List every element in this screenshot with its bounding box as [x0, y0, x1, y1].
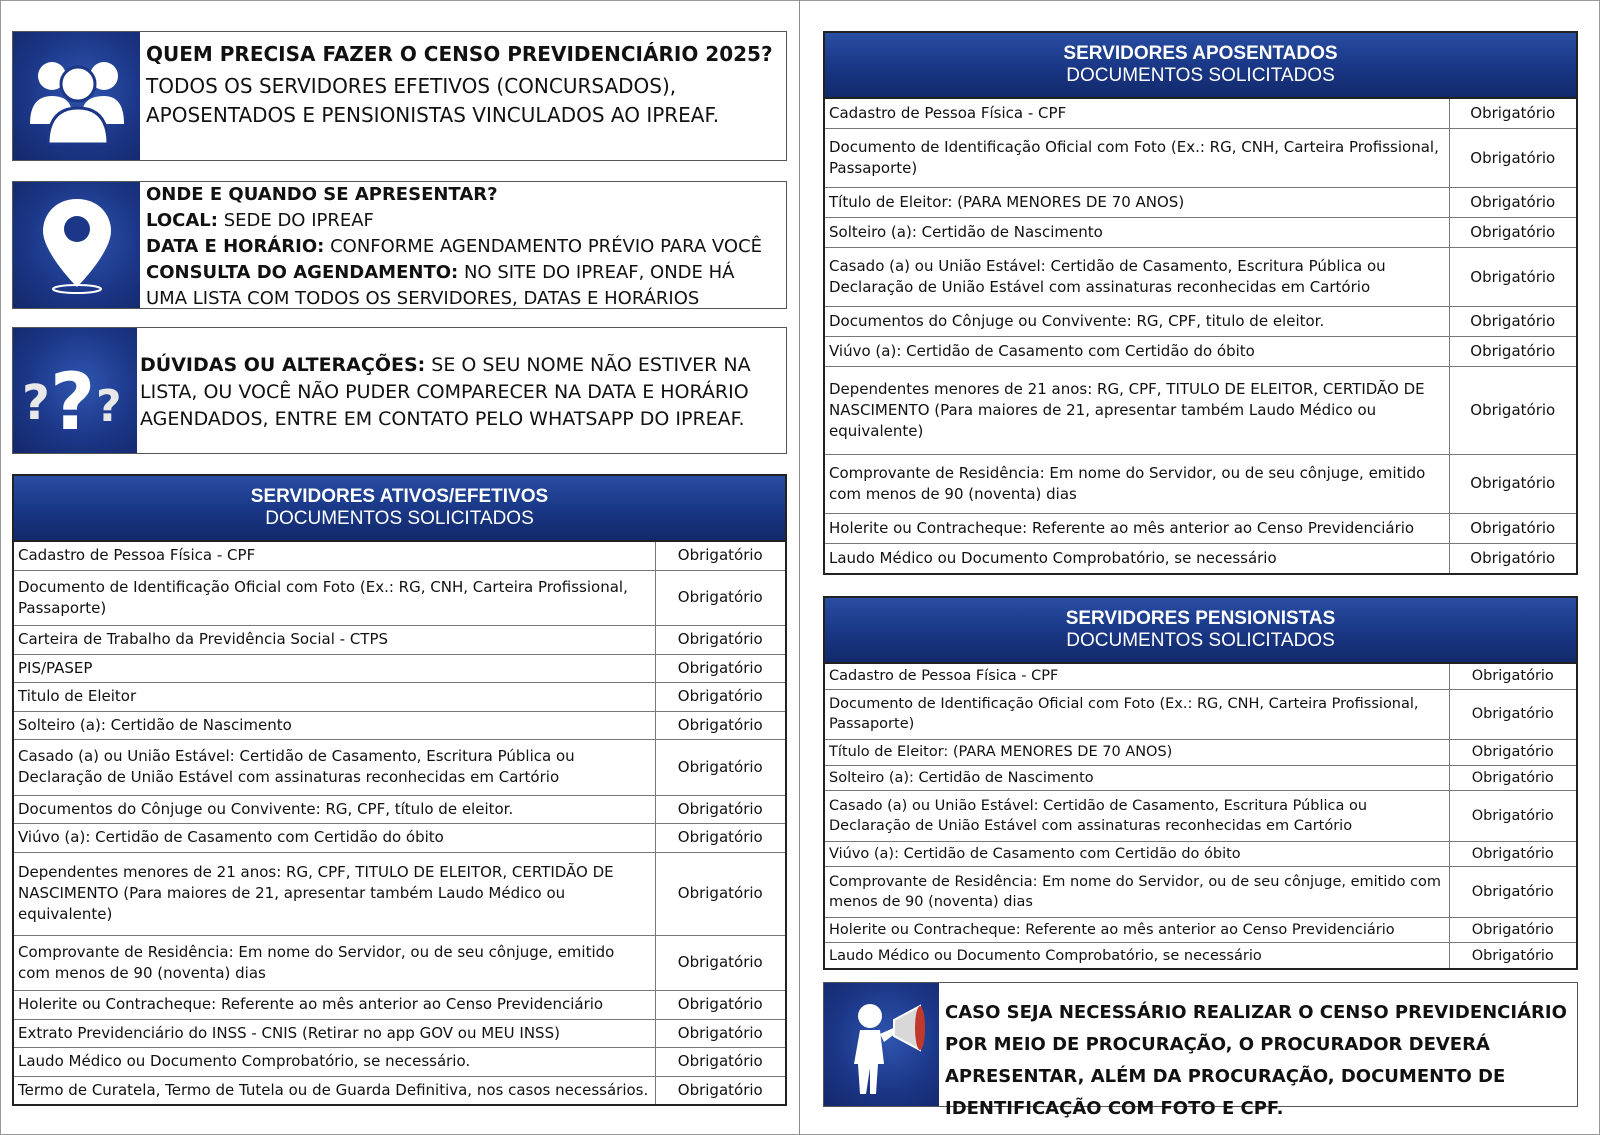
pensionistas-title: SERVIDORES PENSIONISTAS: [1065, 608, 1336, 629]
table-row: [14, 740, 785, 796]
document-name: Cadastro de Pessoa Física - CPF: [825, 663, 1449, 689]
doubts-label: DÚVIDAS OU ALTERAÇÕES:: [140, 354, 426, 376]
requirement-status: Obrigatório: [1449, 841, 1576, 867]
document-name: Cadastro de Pessoa Física - CPF: [825, 98, 1449, 129]
requirement-status: Obrigatório: [1449, 765, 1576, 791]
document-name: Casado (a) ou União Estável: Certidão de Casamento, Escritura Pública ou Declaração de União Estável com assinaturas reconhecidas em Cartório: [825, 248, 1449, 307]
document-name: Viúvo (a): Certidão de Casamento com Certidão do óbito: [825, 337, 1449, 367]
requirement-status: Obrigatório: [655, 740, 785, 796]
people-group-icon: [13, 32, 140, 160]
requirement-status: Obrigatório: [1449, 513, 1576, 543]
requirement-status: Obrigatório: [1449, 455, 1576, 514]
aposentados-documents-table: [823, 31, 1578, 575]
requirement-status: Obrigatório: [655, 541, 785, 570]
requirement-status: Obrigatório: [1449, 791, 1576, 841]
requirement-status: Obrigatório: [1449, 544, 1576, 573]
table-row: [825, 663, 1576, 689]
date-value: CONFORME AGENDAMENTO PRÉVIO PARA VOCÊ: [330, 236, 763, 257]
document-name: Extrato Previdenciário do INSS - CNIS (Retirar no app GOV ou MEU INSS): [14, 1019, 655, 1047]
requirement-status: Obrigatório: [655, 1019, 785, 1047]
where-when-box: [12, 181, 787, 309]
document-name: PIS/PASEP: [14, 654, 655, 682]
table-row: [825, 307, 1576, 337]
requirement-status: Obrigatório: [1449, 740, 1576, 766]
document-name: Termo de Curatela, Termo de Tutela ou de Guarda Definitiva, nos casos necessários.: [14, 1076, 655, 1104]
where-title: ONDE E QUANDO SE APRESENTAR?: [146, 184, 498, 205]
requirement-status: Obrigatório: [655, 654, 785, 682]
table-row: [825, 218, 1576, 248]
svg-text:?: ?: [22, 374, 50, 431]
document-name: Documento de Identificação Oficial com Foto (Ex.: RG, CNH, Carteira Profissional, Passaporte): [825, 129, 1449, 188]
table-row: [825, 841, 1576, 867]
requirement-status: Obrigatório: [1449, 689, 1576, 739]
requirement-status: Obrigatório: [655, 852, 785, 935]
table-row: [14, 1019, 785, 1047]
pensionistas-rows: [825, 663, 1576, 968]
requirement-status: Obrigatório: [655, 626, 785, 654]
pensionistas-table-header: [825, 598, 1576, 662]
doubts-text: SE O SEU NOME NÃO ESTIVER NA LISTA, OU VOCÊ NÃO PUDER COMPARECER NA DATA E HORÁRIO AGENDADOS, ENTRE EM CONTATO PELO WHATSAPP DO IPREAF.: [140, 354, 751, 430]
table-row: [14, 991, 785, 1019]
procuracao-text: CASO SEJA NECESSÁRIO REALIZAR O CENSO PREVIDENCIÁRIO POR MEIO DE PROCURAÇÃO, O PROCURADOR DEVERÁ APRESENTAR, ALÉM DA PROCURAÇÃO, DOCUMENTO DE IDENTIFICAÇÃO COM FOTO E CPF.: [945, 1002, 1567, 1119]
local-value: SEDE DO IPREAF: [223, 210, 374, 231]
table-row: [825, 867, 1576, 917]
document-name: Carteira de Trabalho da Previdência Social - CTPS: [14, 626, 655, 654]
requirement-status: Obrigatório: [1449, 337, 1576, 367]
document-name: Laudo Médico ou Documento Comprobatório, se necessário: [825, 943, 1449, 968]
document-name: Dependentes menores de 21 anos: RG, CPF, TITULO DE ELEITOR, CERTIDÃO DE NASCIMENTO (Para maiores de 21, apresentar também Laudo Médico ou equivalente): [825, 367, 1449, 455]
svg-text:?: ?: [50, 357, 96, 441]
document-name: Viúvo (a): Certidão de Casamento com Certidão do óbito: [825, 841, 1449, 867]
local-label: LOCAL:: [146, 210, 218, 231]
document-name: Solteiro (a): Certidão de Nascimento: [14, 711, 655, 739]
document-name: Dependentes menores de 21 anos: RG, CPF, TITULO DE ELEITOR, CERTIDÃO DE NASCIMENTO (Para maiores de 21, apresentar também Laudo Médico ou equivalente): [14, 852, 655, 935]
pensionistas-subtitle: DOCUMENTOS SOLICITADOS: [1066, 630, 1335, 651]
table-row: [825, 791, 1576, 841]
requirement-status: Obrigatório: [1449, 943, 1576, 968]
document-name: Holerite ou Contracheque: Referente ao mês anterior ao Censo Previdenciário: [825, 513, 1449, 543]
question-marks-icon: [13, 328, 137, 453]
requirement-status: Obrigatório: [655, 1076, 785, 1104]
table-row: [825, 917, 1576, 943]
table-row: [825, 765, 1576, 791]
document-name: Laudo Médico ou Documento Comprobatório, se necessário.: [14, 1048, 655, 1076]
fold-divider: [799, 0, 800, 1135]
requirement-status: Obrigatório: [1449, 307, 1576, 337]
requirement-status: Obrigatório: [1449, 248, 1576, 307]
requirement-status: Obrigatório: [1449, 188, 1576, 218]
table-row: [14, 570, 785, 626]
document-name: Holerite ou Contracheque: Referente ao mês anterior ao Censo Previdenciário: [825, 917, 1449, 943]
table-row: [14, 935, 785, 991]
aposentados-table-header: [825, 33, 1576, 97]
table-row: [825, 740, 1576, 766]
document-name: Documento de Identificação Oficial com Foto (Ex.: RG, CNH, Carteira Profissional, Passaporte): [14, 570, 655, 626]
requirement-status: Obrigatório: [655, 711, 785, 739]
table-row: [14, 654, 785, 682]
document-name: Laudo Médico ou Documento Comprobatório, se necessário: [825, 544, 1449, 573]
consult-value: NO SITE DO IPREAF, ONDE HÁ UMA LISTA COM TODOS OS SERVIDORES, DATAS E HORÁRIOS: [146, 262, 735, 309]
requirement-status: Obrigatório: [1449, 867, 1576, 917]
who-body: TODOS OS SERVIDORES EFETIVOS (CONCURSADOS), APOSENTADOS E PENSIONISTAS VINCULADOS AO IPREAF.: [146, 74, 720, 127]
table-row: [825, 455, 1576, 514]
ativos-title: SERVIDORES ATIVOS/EFETIVOS: [250, 486, 549, 507]
requirement-status: Obrigatório: [1449, 917, 1576, 943]
document-name: Título de Eleitor: (PARA MENORES DE 70 ANOS): [825, 740, 1449, 766]
aposentados-subtitle: DOCUMENTOS SOLICITADOS: [1066, 65, 1335, 86]
ativos-subtitle: DOCUMENTOS SOLICITADOS: [265, 508, 534, 529]
document-name: Casado (a) ou União Estável: Certidão de Casamento, Escritura Pública ou Declaração de União Estável com assinaturas reconhecidas em Cartório: [825, 791, 1449, 841]
table-row: [14, 1076, 785, 1104]
location-pin-icon: [13, 182, 140, 308]
requirement-status: Obrigatório: [1449, 663, 1576, 689]
who-needs-census-box: [12, 31, 787, 161]
document-name: Título de Eleitor: (PARA MENORES DE 70 ANOS): [825, 188, 1449, 218]
requirement-status: Obrigatório: [1449, 367, 1576, 455]
table-row: [825, 337, 1576, 367]
table-row: [14, 824, 785, 852]
document-name: Documento de Identificação Oficial com Foto (Ex.: RG, CNH, Carteira Profissional, Passaporte): [825, 689, 1449, 739]
table-row: [825, 188, 1576, 218]
requirement-status: Obrigatório: [655, 683, 785, 711]
table-row: [825, 98, 1576, 129]
table-row: [14, 541, 785, 570]
requirement-status: Obrigatório: [1449, 129, 1576, 188]
table-row: [14, 1048, 785, 1076]
procuracao-box: [823, 982, 1578, 1119]
table-row: [14, 683, 785, 711]
date-label: DATA E HORÁRIO:: [146, 236, 325, 257]
consult-label: CONSULTA DO AGENDAMENTO:: [146, 262, 459, 283]
requirement-status: Obrigatório: [655, 991, 785, 1019]
ativos-table-header: [14, 476, 785, 540]
document-name: Solteiro (a): Certidão de Nascimento: [825, 218, 1449, 248]
svg-text:?: ?: [96, 380, 122, 432]
pensionistas-documents-table: [823, 596, 1578, 970]
requirement-status: Obrigatório: [1449, 218, 1576, 248]
requirement-status: Obrigatório: [655, 935, 785, 991]
table-row: [825, 248, 1576, 307]
ativos-rows: [14, 541, 785, 1104]
document-name: Cadastro de Pessoa Física - CPF: [14, 541, 655, 570]
table-row: [825, 367, 1576, 455]
document-name: Holerite ou Contracheque: Referente ao mês anterior ao Censo Previdenciário: [14, 991, 655, 1019]
document-name: Comprovante de Residência: Em nome do Servidor, ou de seu cônjuge, emitido com menos de 90 (noventa) dias: [14, 935, 655, 991]
document-name: Documentos do Cônjuge ou Convivente: RG, CPF, titulo de eleitor.: [825, 307, 1449, 337]
table-row: [825, 943, 1576, 968]
table-row: [825, 689, 1576, 739]
requirement-status: Obrigatório: [655, 795, 785, 823]
megaphone-person-icon: [824, 983, 939, 1106]
table-row: [825, 544, 1576, 573]
document-name: Comprovante de Residência: Em nome do Servidor, ou de seu cônjuge, emitido com menos de 90 (noventa) dias: [825, 867, 1449, 917]
table-row: [14, 795, 785, 823]
document-name: Documentos do Cônjuge ou Convivente: RG, CPF, título de eleitor.: [14, 795, 655, 823]
requirement-status: Obrigatório: [1449, 98, 1576, 129]
document-name: Casado (a) ou União Estável: Certidão de Casamento, Escritura Pública ou Declaração de União Estável com assinaturas reconhecidas em Cartório: [14, 740, 655, 796]
table-row: [14, 852, 785, 935]
document-name: Titulo de Eleitor: [14, 683, 655, 711]
aposentados-title: SERVIDORES APOSENTADOS: [1063, 43, 1338, 64]
requirement-status: Obrigatório: [655, 1048, 785, 1076]
document-name: Comprovante de Residência: Em nome do Servidor, ou de seu cônjuge, emitido com menos de 90 (noventa) dias: [825, 455, 1449, 514]
requirement-status: Obrigatório: [655, 824, 785, 852]
who-title: QUEM PRECISA FAZER O CENSO PREVIDENCIÁRIO 2025?: [146, 42, 773, 66]
table-row: [14, 711, 785, 739]
requirement-status: Obrigatório: [655, 570, 785, 626]
doubts-box: [12, 327, 787, 454]
table-row: [825, 129, 1576, 188]
document-name: Viúvo (a): Certidão de Casamento com Certidão do óbito: [14, 824, 655, 852]
table-row: [825, 513, 1576, 543]
document-name: Solteiro (a): Certidão de Nascimento: [825, 765, 1449, 791]
ativos-documents-table: [12, 474, 787, 1106]
aposentados-rows: [825, 98, 1576, 573]
table-row: [14, 626, 785, 654]
